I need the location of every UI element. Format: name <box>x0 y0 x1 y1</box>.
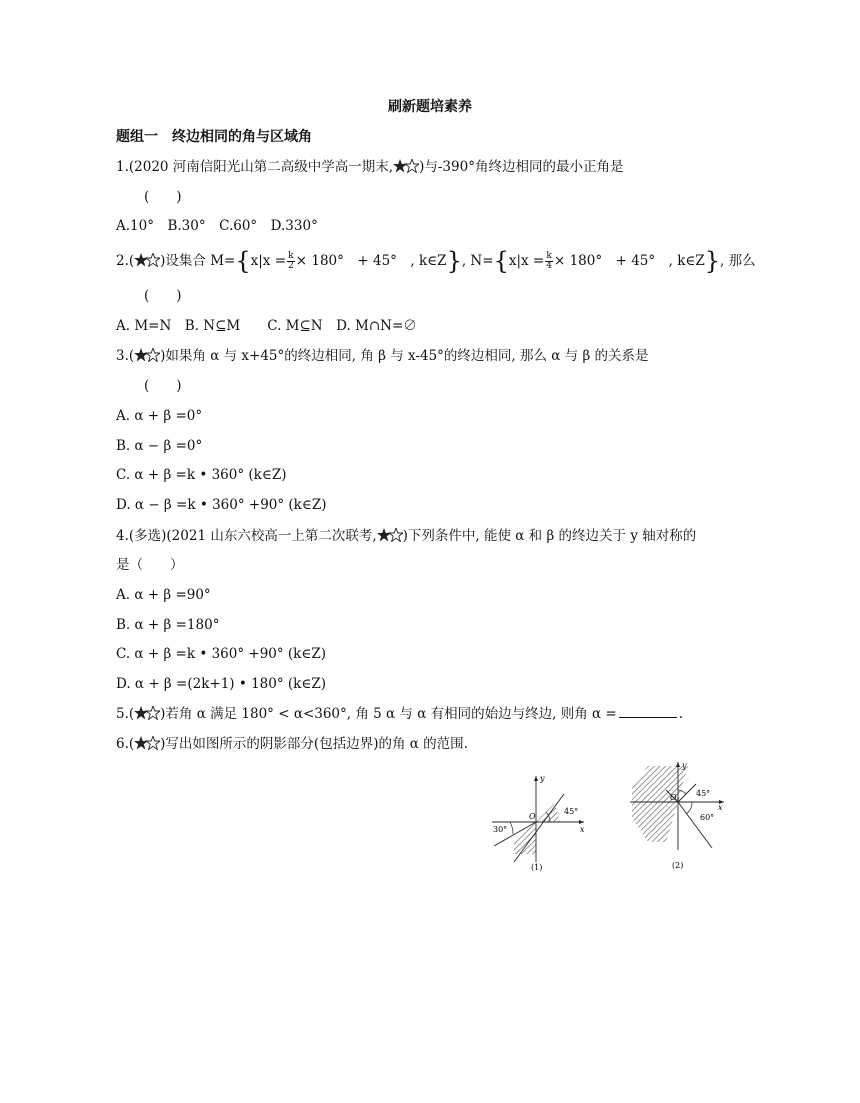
q2-end: , 那么 <box>720 253 756 269</box>
right-brace: } <box>704 247 721 275</box>
question-6 <box>116 735 468 753</box>
question-3 <box>116 347 649 365</box>
fraction-denominator: 4 <box>546 261 552 271</box>
q2-m-tail: × 180° + 45° , k∈Z <box>295 253 447 269</box>
angle-label: 30° <box>493 825 508 834</box>
section-title: 题组一 终边相同的角与区域角 <box>116 129 312 145</box>
q5-num: 5.( <box>116 706 135 722</box>
q1-answer-paren: ( ) <box>144 189 182 205</box>
terminal-ray <box>514 794 564 862</box>
q2-n-mid: x|x = <box>508 253 545 269</box>
q3-option-b: B. α − β =0° <box>116 438 203 454</box>
q4-line2: 是（ ） <box>116 557 184 573</box>
fraction-k-over-2 <box>287 252 295 271</box>
question-5 <box>116 705 683 723</box>
q4-line1-tail: )下列条件中, 能使 α 和 β 的终边关于 y 轴对称的 <box>402 528 697 544</box>
figure-2-diagram <box>626 760 736 872</box>
q3-text: )如果角 α 与 x+45°的终边相同, 角 β 与 x-45°的终边相同, 那么 α 与 β 的关系是 <box>160 348 649 364</box>
question-4 <box>116 527 696 545</box>
q2-n-lead: , N= <box>461 253 494 269</box>
q4-option-a: A. α + β =90° <box>116 587 211 603</box>
y-axis-label: y <box>540 774 545 783</box>
question-1 <box>116 158 623 176</box>
fraction-denominator: 2 <box>288 261 294 271</box>
q4-option-d: D. α + β =(2k+1) • 180° (k∈Z) <box>116 676 326 692</box>
terminal-ray <box>678 802 715 848</box>
angle-label: 45° <box>564 807 579 816</box>
difficulty-stars-icon <box>377 528 403 542</box>
q2-n-tail: × 180° + 45° , k∈Z <box>553 253 705 269</box>
q4-option-b: B. α + β =180° <box>116 617 220 633</box>
arrow-icon <box>676 762 680 767</box>
q5-end: . <box>678 706 684 722</box>
shaded-region <box>514 822 536 854</box>
q1-options: A.10° B.30° C.60° D.330° <box>116 218 318 234</box>
angle-label: 60° <box>700 813 715 822</box>
y-axis-label: y <box>682 761 687 770</box>
q5-text: )若角 α 满足 180° < α<360°, 角 5 α 与 α 有相同的始边与终边, 则角 α = <box>160 706 617 722</box>
angle-arc <box>686 802 692 814</box>
question-2 <box>116 247 756 275</box>
q3-option-a: A. α + β =0° <box>116 408 203 424</box>
left-brace: { <box>493 247 509 275</box>
arrow-icon <box>579 820 584 824</box>
difficulty-stars-icon <box>393 159 419 173</box>
q2-options: A. M=N B. N⊆M C. M⊆N D. M∩N=∅ <box>116 318 417 334</box>
q2-m-mid: x|x = <box>250 253 287 269</box>
difficulty-stars-icon <box>134 706 160 720</box>
difficulty-stars-icon <box>134 253 160 267</box>
angle-arc <box>510 822 513 834</box>
q1-line1-tail: )与-390°角终边相同的最小正角是 <box>419 159 624 175</box>
figure-caption: (2) <box>672 861 684 870</box>
figure-1-diagram <box>484 772 596 872</box>
q6-num: 6.( <box>116 736 135 752</box>
x-axis-label: x <box>580 825 585 834</box>
q2-num: 2.( <box>116 253 135 269</box>
difficulty-stars-icon <box>134 736 160 750</box>
q1-line1: 1.(2020 河南信阳光山第二高级中学高一期末, <box>116 159 394 175</box>
q4-option-c: C. α + β =k • 360° +90° (k∈Z) <box>116 646 327 662</box>
q3-answer-paren: ( ) <box>144 378 182 394</box>
right-brace: } <box>446 247 462 275</box>
angle-label: 45° <box>696 789 711 798</box>
q2-answer-paren: ( ) <box>144 288 182 304</box>
figure-caption: (1) <box>531 863 543 872</box>
fraction-numerator: k <box>288 251 294 261</box>
q6-text: )写出如图所示的阴影部分(包括边界)的角 α 的范围. <box>160 736 468 752</box>
difficulty-stars-icon <box>134 348 160 362</box>
fraction-numerator: k <box>546 251 552 261</box>
answer-blank[interactable] <box>619 705 677 718</box>
fraction-k-over-4 <box>545 252 553 271</box>
q2-lead: )设集合 M= <box>160 253 236 269</box>
origin-label: O <box>529 812 536 821</box>
arrow-icon <box>534 776 538 781</box>
origin-label: O <box>670 793 677 802</box>
x-axis-label: x <box>718 803 723 812</box>
q3-option-c: C. α + β =k • 360° (k∈Z) <box>116 467 287 483</box>
left-brace: { <box>235 247 251 275</box>
q4-line1: 4.(多选)(2021 山东六校高一上第二次联考, <box>116 528 377 544</box>
page-title: 刷新题培素养 <box>388 99 472 115</box>
q3-option-d: D. α − β =k • 360° +90° (k∈Z) <box>116 497 327 513</box>
q3-num: 3.( <box>116 348 135 364</box>
